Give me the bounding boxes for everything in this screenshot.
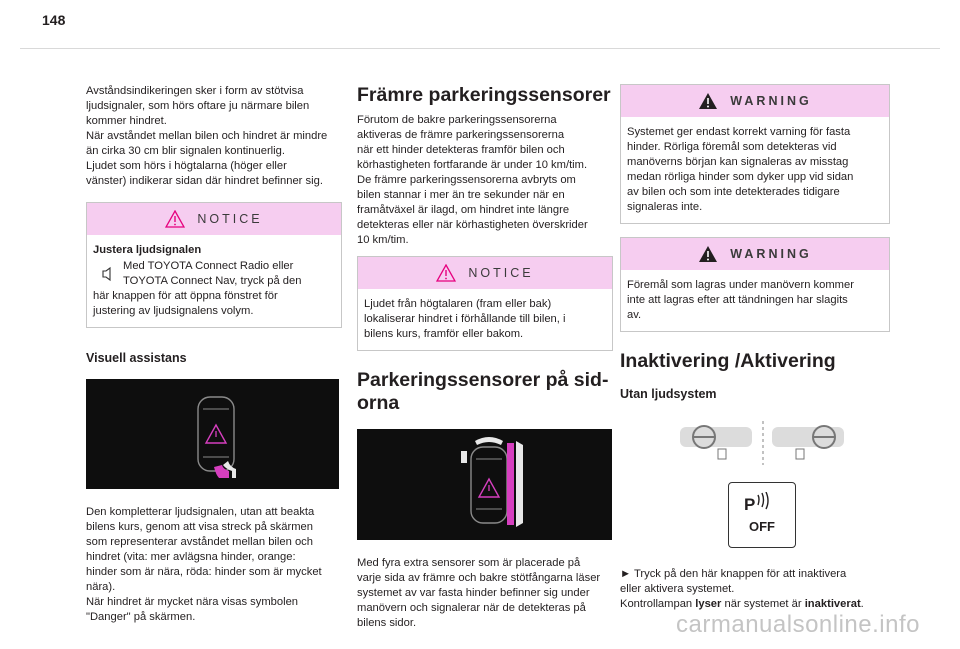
notice-label-2: NOTICE bbox=[468, 266, 534, 280]
notice-header bbox=[87, 203, 341, 235]
front-sensors-text: Förutom de bakre parkeringssensorerna aktiveras de främre parkeringssensorerna när ett hinder detekteras framför bilen och körhastigheten fortfarande är under 10 km/tim. De främre parkeringssensorerna avbryts om bilen stannar i mer än tre sekunder när en framåtväxel är ilagd, om hindret inte längre detekteras eller när körhastigheten överskrider 10 km/tim. bbox=[357, 114, 588, 246]
notice-label: NOTICE bbox=[197, 212, 263, 226]
notice-box-speaker bbox=[357, 256, 613, 351]
side-sensors-screen bbox=[357, 429, 612, 540]
notice-lines bbox=[123, 259, 301, 289]
park-sensor-off-button-illustration bbox=[728, 482, 796, 548]
notice-line-1: Med TOYOTA Connect Radio eller bbox=[123, 260, 294, 272]
step-bold-inaktiverat: inaktiverat bbox=[804, 598, 861, 610]
page-number: 148 bbox=[42, 12, 66, 28]
speaker-icon-cell bbox=[93, 259, 123, 289]
warning-header-2 bbox=[621, 238, 889, 270]
notice-body-2: Ljudet från högtalaren (fram eller bak) lokaliserar hindret i förhållande till bilen, i bilens kurs, framför eller bakom. bbox=[364, 298, 566, 340]
warning-label-2: WARNING bbox=[730, 247, 812, 261]
notice-header-2 bbox=[358, 257, 612, 289]
warning-label-1: WARNING bbox=[730, 94, 812, 108]
step-text bbox=[620, 567, 890, 612]
dashboard-steering-illustration bbox=[620, 419, 890, 469]
warning-body-1: Systemet ger endast korrekt varning för fasta hinder. Rörliga föremål som detekteras vid manöverns början kan signaleras av misstag medan rörliga hinder som dyker upp vid sidan av bilen och som inte detekterades tidigare signaleras inte. bbox=[627, 126, 854, 213]
notice-icon-row bbox=[93, 259, 333, 289]
inactivation-heading: Inaktivering /Aktivering bbox=[620, 350, 836, 372]
column-1 bbox=[86, 84, 342, 625]
step-bold-lyser: lyser bbox=[695, 598, 722, 610]
watermark: carmanualsonline.info bbox=[676, 611, 920, 638]
step-mid: när systemet är bbox=[721, 598, 805, 610]
notice-body bbox=[87, 235, 341, 327]
visual-text: Den kompletterar ljudsignalen, utan att beakta bilens kurs, genom att visa streck på skärmen som representerar avståndet mellan bilen och hindret (vita: mer avlägsna hinder, orange: hinder som är nära, röda: hinder som är mycket nära). När hindret är mycket nära visas symbolen "Danger" på skärmen. bbox=[86, 506, 322, 623]
dashboard-illustration bbox=[620, 411, 890, 556]
warning-body-2: Föremål som lagras under manövern kommer inte att lagras efter att tändningen har slagits av. bbox=[627, 279, 854, 321]
warning-header-1 bbox=[621, 85, 889, 117]
visual-heading: Visuell assistans bbox=[86, 351, 187, 365]
notice-line-2: TOYOTA Connect Nav, tryck på den bbox=[123, 275, 302, 287]
no-sound-heading: Utan ljudsystem bbox=[620, 387, 717, 401]
top-rule bbox=[20, 48, 940, 49]
visual-assist-screen bbox=[86, 379, 339, 489]
svg-text:P: P bbox=[744, 495, 756, 514]
notice-rest: här knappen för att öppna fönstret för justering av ljudsignalens volym. bbox=[93, 290, 278, 317]
warning-triangle-icon bbox=[698, 245, 718, 263]
side-sensors-text: Med fyra extra sensorer som är placerade på varje sida av främre och bakre stötfångarna läser systemet av var fasta hinder befinner sig under manövern och signalerar när de detekteras på bilens sidor. bbox=[357, 557, 601, 629]
front-sensors-heading: Främre parkeringssensorer bbox=[357, 84, 611, 106]
notice-box-volume bbox=[86, 202, 342, 328]
intro-text: Avståndsindikeringen sker i form av stötvisa ljudsignaler, som hörs oftare ju närmare bilen kommer hindret. När avståndet mellan bilen och hindret är mindre än cirka 30 cm blir signalen kontinuerlig. Ljudet som hörs i högtalarna (höger eller vänster) indikerar sidan där hindret befinner sig. bbox=[86, 85, 328, 187]
step-end: . bbox=[860, 598, 864, 610]
notice-title: Justera ljudsignalen bbox=[93, 244, 202, 256]
car-side-sensors-illustration bbox=[357, 429, 612, 540]
column-3 bbox=[620, 84, 890, 612]
off-label: OFF bbox=[749, 519, 775, 534]
warning-triangle-icon bbox=[698, 92, 718, 110]
warning-box-1 bbox=[620, 84, 890, 224]
park-sensor-icon bbox=[742, 492, 782, 518]
warning-box-2 bbox=[620, 237, 890, 332]
side-sensors-heading: Parkeringssensorer på sid- orna bbox=[357, 369, 609, 414]
step-pre: ► Tryck på den här knappen för att inaktivera eller aktivera systemet. Kontrollampan bbox=[620, 568, 847, 610]
column-2 bbox=[357, 84, 613, 631]
notice-triangle-icon bbox=[165, 210, 185, 228]
speaker-icon bbox=[101, 266, 115, 282]
notice-triangle-icon bbox=[436, 264, 456, 282]
car-topview-illustration bbox=[86, 379, 339, 489]
